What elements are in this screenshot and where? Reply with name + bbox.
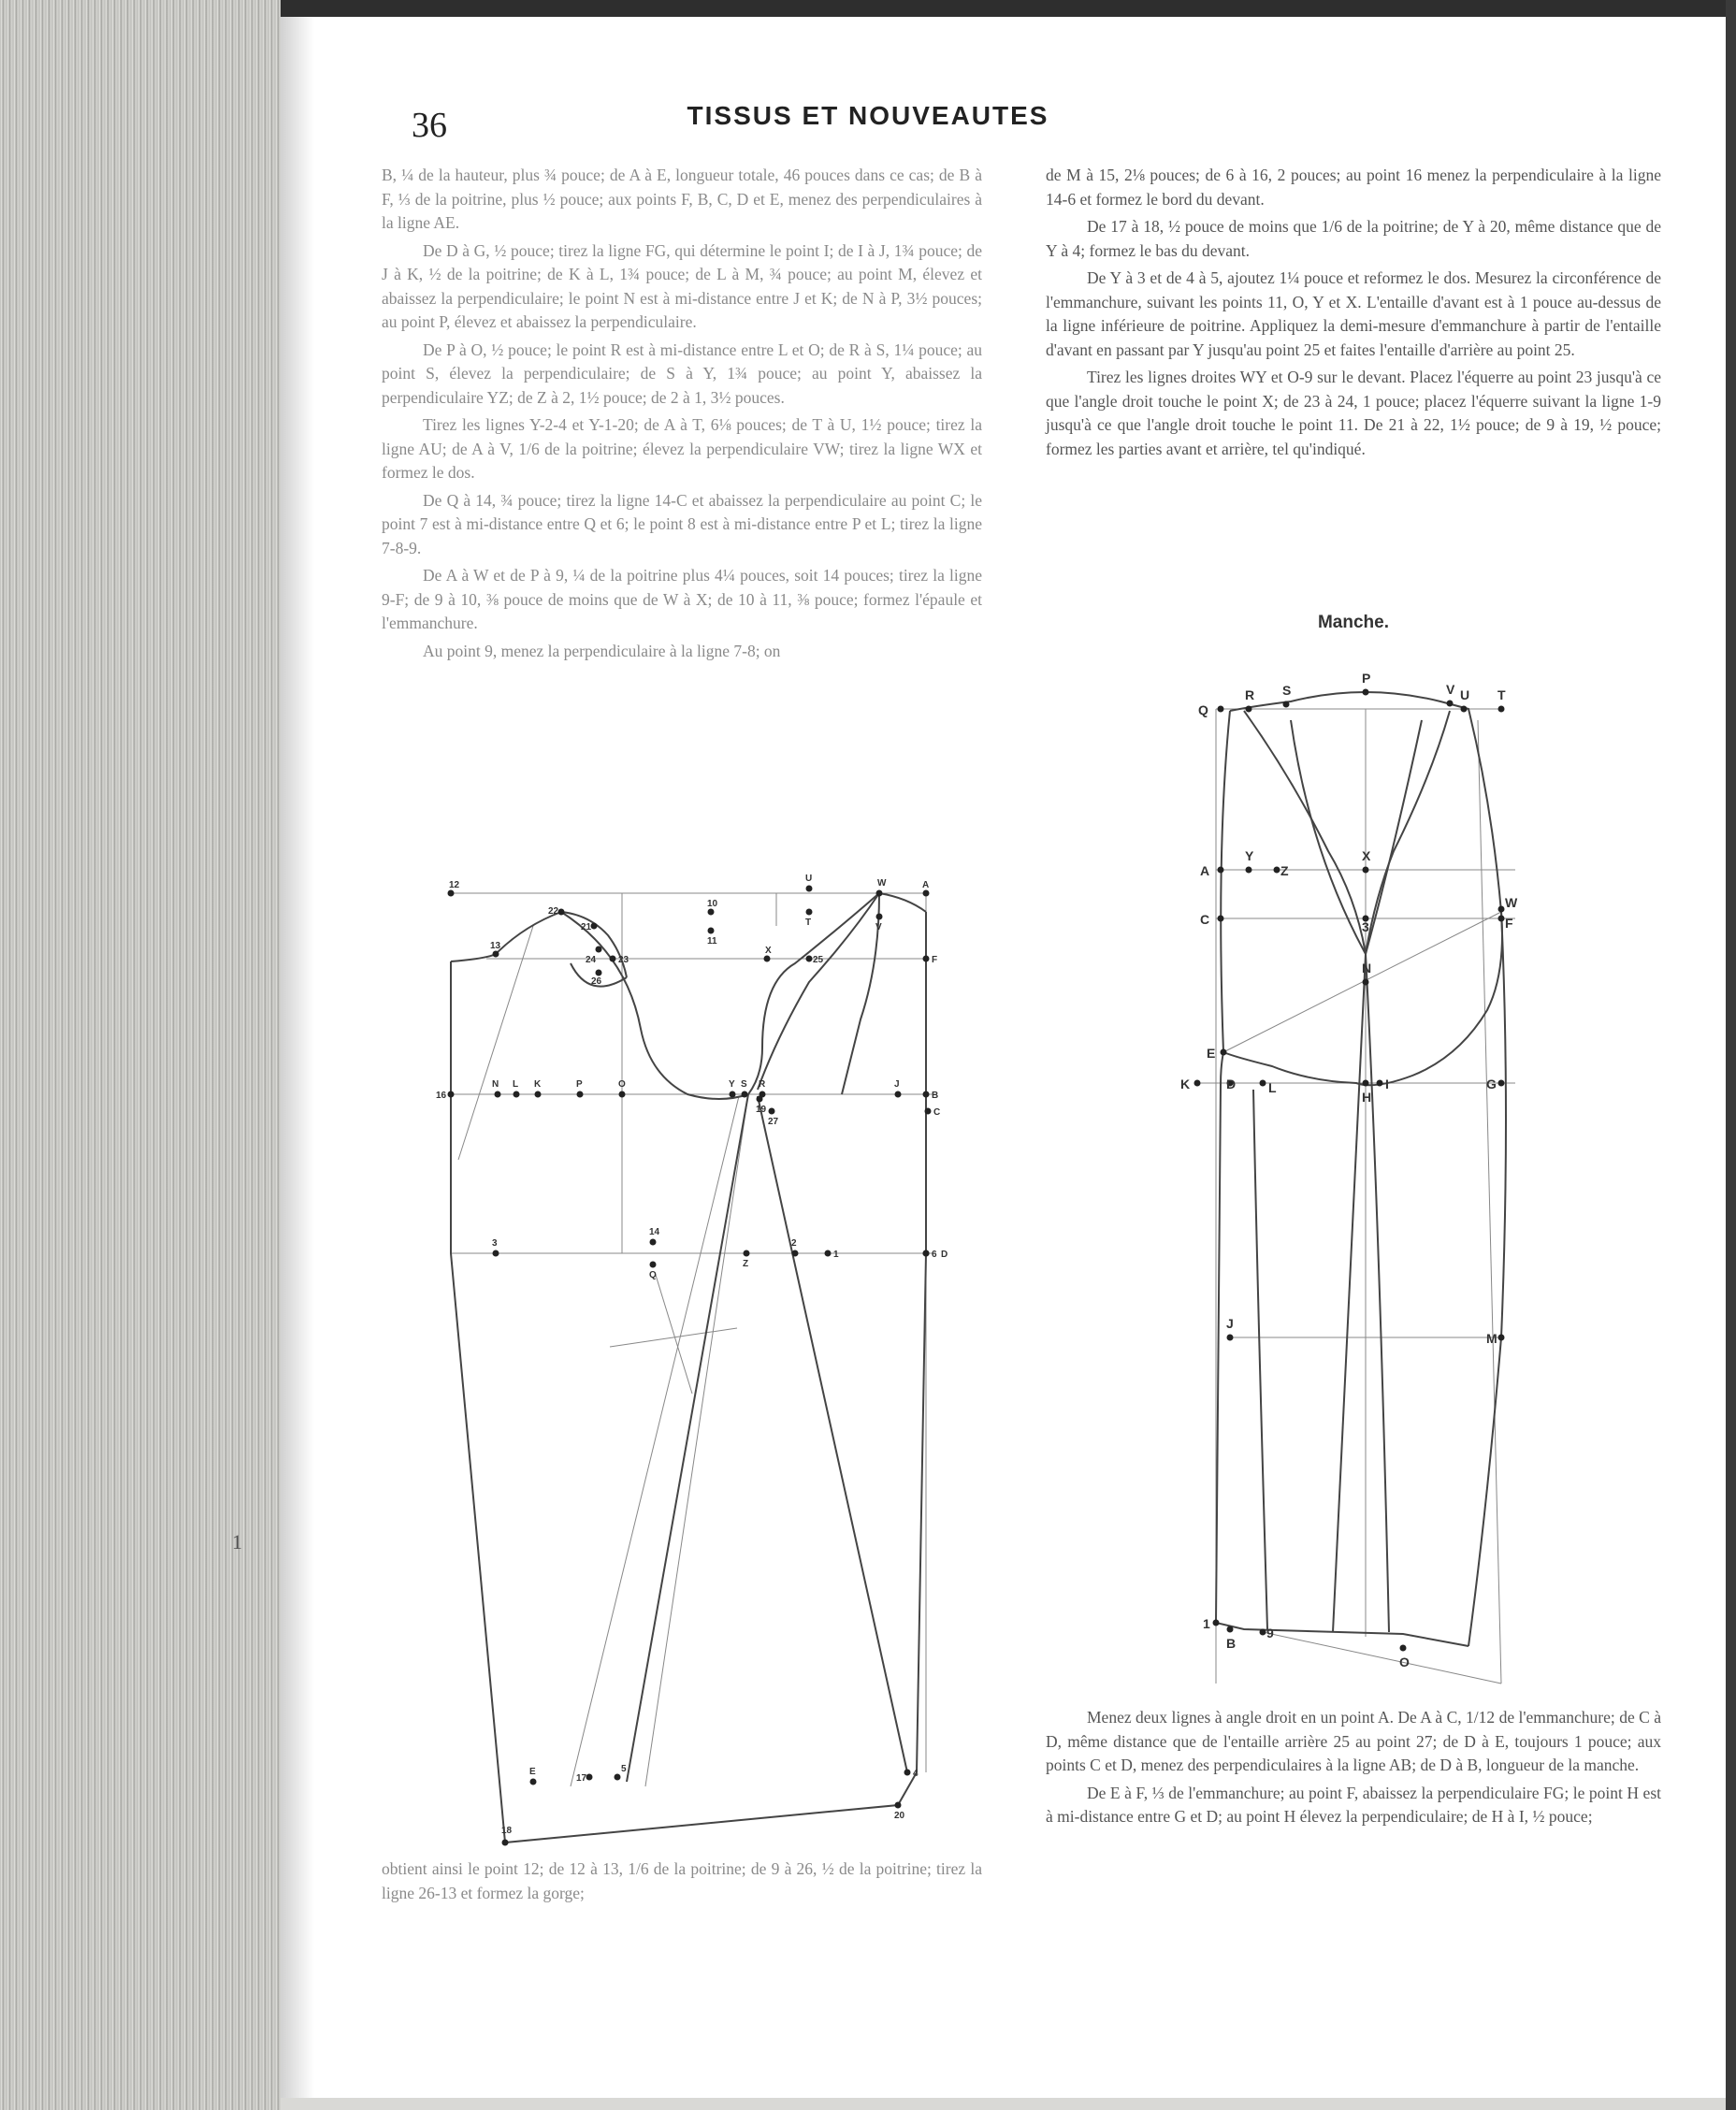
- coat-point-label: 14: [649, 1227, 660, 1237]
- sleeve-point-label: W: [1505, 895, 1518, 910]
- coat-point-label: 13: [490, 941, 501, 951]
- sleeve-point: [1363, 867, 1369, 874]
- coat-point-label: Q: [649, 1270, 657, 1280]
- coat-outline: [451, 893, 926, 1843]
- sleeve-point-label: F: [1505, 916, 1513, 931]
- sleeve-point: [1377, 1080, 1383, 1087]
- sleeve-point-label: 3: [1362, 919, 1369, 934]
- coat-point: [596, 970, 602, 976]
- sleeve-point: [1363, 979, 1369, 986]
- coat-point: [493, 951, 499, 958]
- coat-pattern-figure: [436, 870, 963, 1852]
- paragraph: de M à 15, 2⅛ pouces; de 6 à 16, 2 pouces; au point 16 menez la perpendiculaire à la ligne 14-6 et formez le bord du devant.: [1046, 166, 1661, 209]
- coat-point-label: 25: [813, 955, 824, 965]
- coat-point: [493, 1250, 499, 1257]
- coat-point: [923, 1250, 930, 1257]
- coat-point: [923, 890, 930, 897]
- sleeve-point-label: E: [1207, 1046, 1216, 1061]
- sleeve-construction-points: [1180, 671, 1518, 1669]
- coat-point-label: T: [805, 918, 812, 928]
- coat-construction-points: [436, 874, 948, 1846]
- running-head: TISSUS ET NOUVEAUTES: [687, 101, 1049, 130]
- sleeve-point-label: H: [1362, 1090, 1372, 1105]
- sleeve-point-label: U: [1460, 687, 1470, 702]
- coat-point: [904, 1770, 911, 1776]
- sleeve-point: [1213, 1620, 1220, 1626]
- sleeve-point-label: C: [1200, 912, 1210, 927]
- coat-point: [757, 1096, 763, 1103]
- sleeve-point-label: S: [1282, 683, 1292, 698]
- paragraph: Menez deux lignes à angle droit en un point A. De A à C, 1/12 de l'emmanchure; de C à D, même distance que de l'entaille arrière 25 au point 27; de D à E, toujours 1 pouce; aux points C et D, menez des perpendiculaires à la ligne AB; de D à B, longueur de la manche.: [1046, 1708, 1661, 1774]
- left-column-text: [382, 164, 982, 667]
- sleeve-point-label: M: [1486, 1331, 1497, 1346]
- coat-point: [806, 909, 813, 916]
- sleeve-point: [1498, 706, 1505, 713]
- coat-point: [596, 947, 602, 953]
- sleeve-point-label: Z: [1280, 863, 1289, 878]
- sleeve-point-label: X: [1362, 848, 1371, 863]
- coat-point-label: 19: [756, 1105, 767, 1115]
- paragraph: Tirez les lignes Y-2-4 et Y-1-20; de A à T, 6⅛ pouces; de T à U, 1½ pouce; tirez la ligne AU; de A à V, 1/6 de la poitrine; élevez la perpendiculaire VW; tirez la ligne WX et formez le dos.: [382, 415, 982, 482]
- sleeve-point: [1218, 916, 1224, 922]
- coat-point: [769, 1108, 775, 1115]
- coat-point: [558, 909, 565, 916]
- coat-point: [825, 1250, 832, 1257]
- coat-point-label: 10: [707, 899, 718, 909]
- coat-point: [448, 1091, 455, 1098]
- paragraph: De P à O, ½ pouce; le point R est à mi-distance entre L et O; de R à S, 1¼ pouce; au point S, élevez la perpendiculaire; de S à Y, 1¾ pouce; au point Y, abaissez la perpendiculaire YZ; de Z à 2, 1½ pouce; de 2 à 1, 3½ pouces.: [382, 340, 982, 407]
- coat-point: [895, 1091, 902, 1098]
- sleeve-point-label: T: [1497, 687, 1506, 702]
- sleeve-point: [1260, 1080, 1266, 1087]
- coat-point-label: 26: [591, 976, 602, 987]
- coat-point-label: U: [805, 874, 813, 884]
- coat-point-label: 2: [791, 1238, 797, 1249]
- coat-point-label: 21: [581, 922, 592, 932]
- coat-point: [610, 956, 616, 962]
- sleeve-point: [1218, 706, 1224, 713]
- sleeve-point: [1363, 689, 1369, 696]
- coat-point: [650, 1239, 657, 1246]
- coat-point-label: Y: [729, 1079, 735, 1090]
- sleeve-outline: [1216, 692, 1506, 1646]
- coat-point: [530, 1779, 537, 1785]
- paragraph: De D à G, ½ pouce; tirez la ligne FG, qui détermine le point I; de I à J, 1¾ pouce; de J à K, ½ de la poitrine; de K à L, 1¾ pouce; de L à M, ¾ pouce; au point M, élevez et abaissez la perpendiculaire; le point N est à mi-distance entre J et K; de N à P, 3½ pouces; au point P, élevez et abaissez la perpendiculaire.: [382, 240, 982, 331]
- coat-point-label: 1: [833, 1250, 839, 1260]
- coat-point: [742, 1091, 748, 1098]
- coat-construction-lines: [451, 893, 938, 1786]
- coat-point-label: 12: [449, 880, 460, 890]
- coat-point-label: 16: [436, 1091, 447, 1101]
- sleeve-point-label: P: [1362, 671, 1371, 686]
- coat-point-label: 22: [548, 906, 559, 917]
- sleeve-point: [1227, 1626, 1234, 1633]
- coat-point-label: R: [759, 1079, 766, 1090]
- paragraph: De E à F, ⅓ de l'emmanchure; au point F, abaissez la perpendiculaire FG; le point H est à mi-distance entre G et D; au point H élevez la perpendiculaire; de H à I, ½ pouce;: [1046, 1783, 1661, 1826]
- paragraph: De Q à 14, ¾ pouce; tirez la ligne 14-C et abaissez la perpendiculaire au point C; le point 7 est à mi-distance entre Q et 6; le point 8 est à mi-distance entre P et L; tirez la ligne 7-8-9.: [382, 490, 982, 557]
- paragraph: B, ¼ de la hauteur, plus ¾ pouce; de A à E, longueur totale, 46 pouces dans ce cas; de B à F, ⅓ de la poitrine, plus ½ pouce; aux points F, B, C, D et E, menez des perpendiculaires à la ligne AE.: [382, 166, 982, 232]
- coat-point: [744, 1250, 750, 1257]
- coat-point-label: K: [534, 1079, 542, 1090]
- sleeve-point: [1260, 1629, 1266, 1636]
- coat-point-label: O: [618, 1079, 626, 1090]
- coat-point-label: 11: [707, 936, 717, 947]
- sleeve-point-label: Y: [1245, 848, 1254, 863]
- sleeve-point-label: 9: [1266, 1626, 1274, 1640]
- coat-point-label: Z: [743, 1259, 749, 1269]
- page-number: 36: [412, 106, 447, 145]
- lower-right-text: [1046, 1706, 1661, 1833]
- coat-point-label: D: [941, 1250, 948, 1260]
- coat-point-label: 20: [894, 1811, 905, 1821]
- sleeve-point-label: K: [1180, 1077, 1191, 1091]
- paragraph: Au point 9, menez la perpendiculaire à la ligne 7-8; on: [423, 641, 781, 660]
- coat-point: [650, 1262, 657, 1268]
- coat-point-label: J: [894, 1079, 900, 1090]
- sleeve-point: [1400, 1645, 1407, 1652]
- sleeve-point: [1363, 1080, 1369, 1087]
- sleeve-point-label: V: [1446, 682, 1455, 697]
- sleeve-point: [1447, 701, 1454, 707]
- sleeve-figure-title: Manche.: [1317, 613, 1390, 632]
- coat-point-label: 23: [618, 955, 629, 965]
- sleeve-point-label: A: [1200, 863, 1210, 878]
- coat-point: [448, 890, 455, 897]
- coat-point-label: 6: [932, 1250, 937, 1260]
- top-edge-shadow: [281, 0, 1736, 17]
- coat-point-label: 3: [492, 1238, 498, 1249]
- sleeve-pattern-figure: [1179, 664, 1534, 1702]
- coat-point-label: X: [765, 946, 772, 956]
- sleeve-point-label: R: [1245, 687, 1255, 702]
- sleeve-point-label: L: [1268, 1080, 1277, 1095]
- sleeve-point: [1461, 706, 1468, 713]
- right-column-text: [1046, 164, 1661, 465]
- coat-point-label: 18: [501, 1826, 513, 1836]
- sleeve-point: [1194, 1080, 1201, 1087]
- coat-point: [495, 1091, 501, 1098]
- coat-point-label: 5: [621, 1764, 627, 1774]
- coat-point: [619, 1091, 626, 1098]
- paragraph: Tirez les lignes droites WY et O-9 sur le devant. Placez l'équerre au point 23 jusqu'à ce que l'angle droit touche le point X; de 23 à 24, 1 pouce; placez l'équerre suivant la ligne 1-9 jusqu'à ce que l'angle droit touche le point 11. De 21 à 22, 1½ pouce; de 9 à 19, ½ pouce; formez les parties avant et arrière, tel qu'indiqué.: [1046, 368, 1661, 458]
- coat-point: [708, 909, 715, 916]
- coat-point: [764, 956, 771, 962]
- coat-point: [514, 1091, 520, 1098]
- coat-point-label: F: [932, 955, 938, 965]
- sleeve-point-label: B: [1226, 1636, 1237, 1651]
- coat-point: [876, 914, 883, 920]
- sleeve-point: [1498, 1080, 1505, 1087]
- sleeve-point-label: Q: [1198, 702, 1208, 717]
- sleeve-point: [1498, 916, 1505, 922]
- coat-point-label: W: [877, 878, 887, 889]
- coat-point: [730, 1091, 736, 1098]
- coat-point-label: 4: [913, 1769, 919, 1779]
- coat-point: [586, 1774, 593, 1781]
- coat-point-label: P: [576, 1079, 583, 1090]
- coat-point: [577, 1091, 584, 1098]
- coat-point-label: B: [932, 1091, 939, 1101]
- coat-point: [502, 1840, 509, 1846]
- coat-point: [806, 956, 813, 962]
- sleeve-point: [1498, 1335, 1505, 1341]
- coat-point: [923, 956, 930, 962]
- sleeve-point-label: G: [1486, 1077, 1497, 1091]
- sleeve-point-label: J: [1226, 1316, 1234, 1331]
- coat-point: [923, 1091, 930, 1098]
- coat-point-label: V: [875, 922, 882, 932]
- paragraph: De A à W et de P à 9, ¼ de la poitrine plus 4¼ pouces, soit 14 pouces; tirez la ligne 9-F; de 9 à 10, ⅜ pouce de moins que de W à X; de 10 à 11, ⅜ pouce; formez l'épaule et l'emmanchure.: [382, 566, 982, 632]
- sleeve-point-label: N: [1362, 961, 1372, 976]
- coat-point: [708, 928, 715, 934]
- sleeve-point: [1283, 701, 1290, 708]
- coat-point: [615, 1774, 621, 1781]
- sleeve-point: [1274, 867, 1280, 874]
- coat-point-label: L: [513, 1079, 519, 1090]
- sleeve-point: [1218, 867, 1224, 874]
- coat-point-label: A: [922, 880, 930, 890]
- book-page-edges: [0, 0, 281, 2110]
- sleeve-point: [1221, 1049, 1227, 1056]
- coat-point-label: 17: [576, 1773, 587, 1784]
- right-edge-shadow: [1726, 0, 1736, 2110]
- sleeve-point-label: 1: [1203, 1616, 1210, 1631]
- coat-point-label: 27: [768, 1117, 779, 1127]
- sleeve-point: [1227, 1335, 1234, 1341]
- coat-point: [925, 1108, 932, 1115]
- sleeve-point-label: D: [1226, 1077, 1237, 1091]
- gutter-mark: 1: [232, 1530, 242, 1554]
- coat-point-label: 24: [586, 955, 597, 965]
- paragraph: De Y à 3 et de 4 à 5, ajoutez 1¼ pouce et reformez le dos. Mesurez la circonférence de l'emmanchure, suivant les points 11, O, Y et X. L'entaille d'avant est à 1 pouce au-dessus de la ligne inférieure de poitrine. Appliquez la demi-mesure d'emmanchure à partir de l'entaille d'avant en passant par Y jusqu'au point 25 et faites l'entaille d'arrière au point 25.: [1046, 268, 1661, 359]
- sleeve-point-label: I: [1385, 1077, 1389, 1091]
- coat-point: [895, 1802, 902, 1809]
- coat-point-label: S: [741, 1079, 747, 1090]
- coat-point: [876, 890, 883, 897]
- sleeve-point: [1246, 706, 1252, 713]
- sleeve-point: [1246, 867, 1252, 874]
- coat-point: [792, 1250, 799, 1257]
- sleeve-point-label: O: [1399, 1655, 1410, 1669]
- coat-point-label: C: [933, 1107, 941, 1118]
- lower-left-text: obtient ainsi le point 12; de 12 à 13, 1/6 de la poitrine; de 9 à 26, ½ de la poitrine; tirez la ligne 26-13 et formez la gorge;: [382, 1859, 982, 1902]
- coat-point-label: N: [492, 1079, 499, 1090]
- coat-point: [535, 1091, 542, 1098]
- coat-point: [806, 886, 813, 892]
- sleeve-point: [1498, 906, 1505, 913]
- coat-point-label: E: [529, 1767, 536, 1777]
- paragraph: De 17 à 18, ½ pouce de moins que 1/6 de la poitrine; de Y à 20, même distance que de Y à 4; formez le bas du devant.: [1046, 217, 1661, 260]
- spine-shadow: [281, 17, 314, 2098]
- coat-point: [591, 923, 598, 930]
